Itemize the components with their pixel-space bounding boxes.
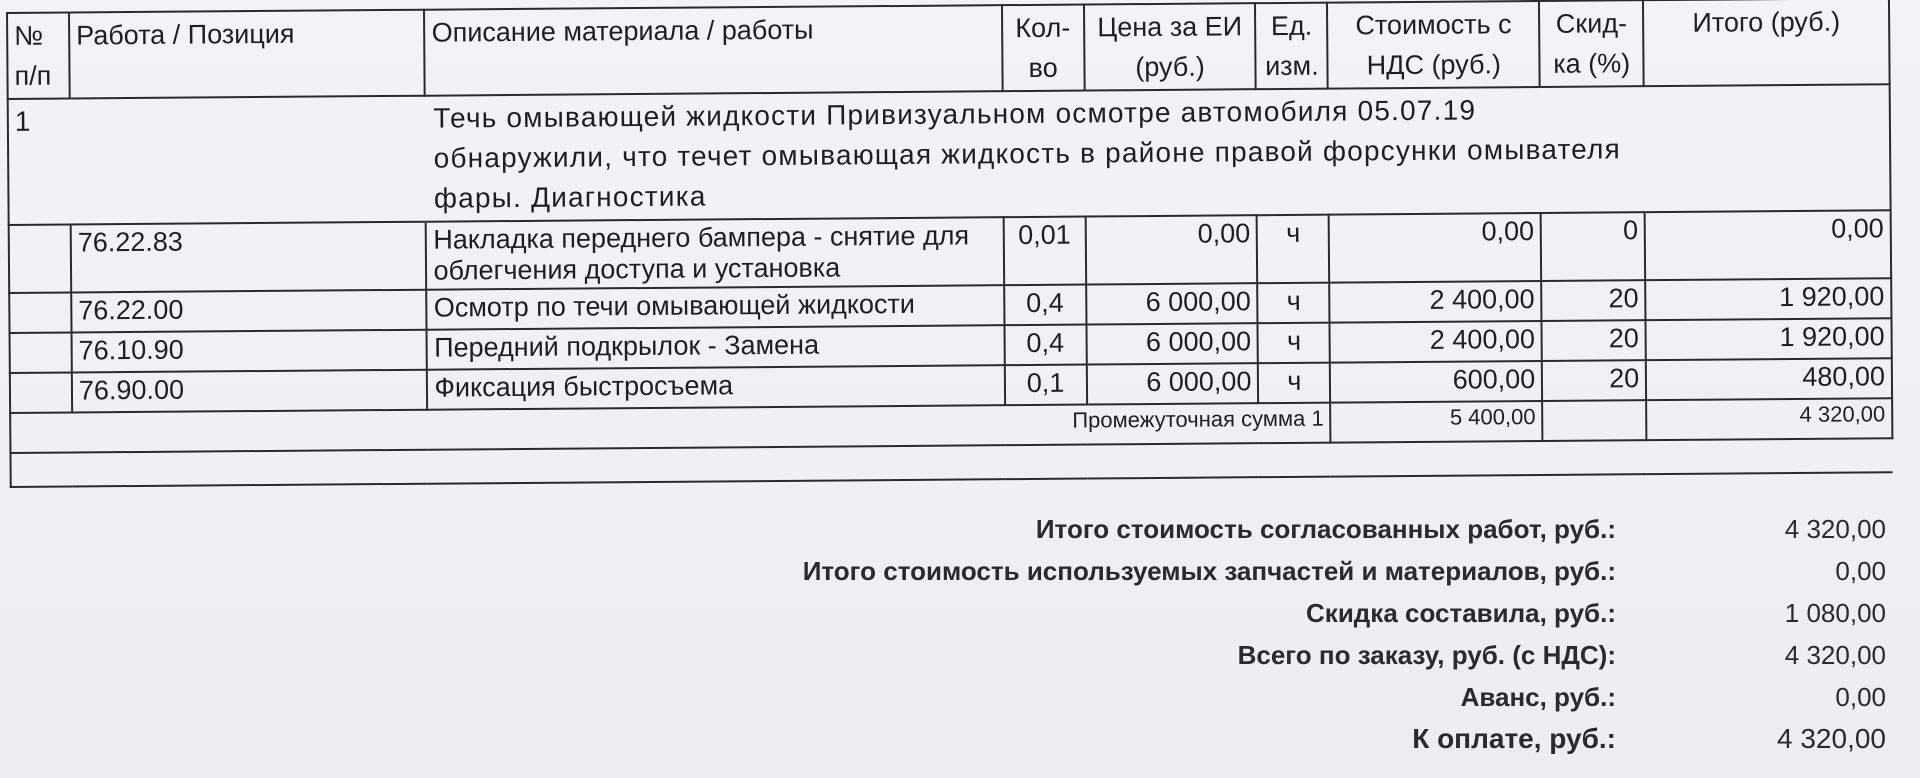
total-label: Итого стоимость используемых запчастей и материалов, руб.: [802,555,1616,586]
header-discount: Скид-ка (%) [1539,0,1644,87]
row-cost: 0,00 [1329,213,1541,283]
row-qty: 0,4 [1004,325,1086,366]
section-row [8,84,1891,225]
row-qty: 0,1 [1004,365,1086,406]
row-total: 0,00 [1645,210,1891,280]
total-label: Всего по заказу, руб. (с НДС): [1237,639,1616,670]
total-label: Скидка составила, руб.: [1306,597,1616,628]
row-code: 76.22.00 [71,290,427,333]
total-label: К оплате, руб.: [1412,723,1616,754]
row-desc: Передний подкрылок - Замена [427,325,1004,370]
section-num: 1 [8,96,426,225]
row-unit: ч [1258,283,1330,324]
row-code: 76.22.83 [71,222,427,293]
row-code: 76.90.00 [72,370,428,413]
row-total: 1 920,00 [1646,318,1892,360]
row-num [9,224,71,292]
subtotal-label: Промежуточная сумма 1 [10,403,1331,453]
row-desc: Фиксация быстросъема [427,365,1004,410]
total-value: 1 080,00 [1784,597,1886,628]
total-value: 0,00 [1835,555,1886,586]
row-desc: Осмотр по течи омывающей жидкости [427,285,1004,330]
header-row [7,0,1890,99]
row-num [9,292,71,332]
total-agreed-works [486,508,1886,550]
row-price: 6 000,00 [1086,283,1258,324]
header-unit: Ед. изм. [1255,3,1328,90]
header-cost: Стоимость с НДС (руб.) [1327,1,1540,89]
header-work: Работа / Позиция [69,10,425,99]
section-title: Течь омывающей жидкости Привизуальном осмотре автомобиля 05.07.19 обнаружили, что течет омывающая жидкость в районе правой форсунки омывателя фары. Диагностика [425,86,1645,222]
row-unit: ч [1258,323,1330,364]
subtotal-cost: 5 400,00 [1331,401,1543,443]
row-total: 480,00 [1646,358,1892,400]
section-empty [1644,84,1891,212]
total-value: 4 320,00 [1784,513,1886,544]
row-discount: 20 [1542,320,1646,361]
header-qty: Кол-во [1002,5,1085,92]
header-total: Итого (руб.) [1643,0,1889,86]
row-unit: ч [1257,215,1330,284]
subtotal-discount [1542,400,1646,441]
total-discount [486,592,1886,634]
row-price: 6 000,00 [1086,363,1258,404]
row-qty: 0,01 [1003,217,1086,286]
invoice-table [6,0,1894,488]
total-advance [486,676,1886,718]
total-label: Аванс, руб.: [1460,681,1616,712]
row-code: 76.10.90 [71,330,427,373]
total-order [486,634,1886,676]
total-to-pay [486,718,1886,760]
row-cost: 600,00 [1330,361,1542,403]
total-parts-materials [486,550,1886,592]
header-num: № п/п [7,13,70,99]
totals-block [486,508,1886,760]
total-value: 0,00 [1835,681,1886,712]
total-value: 4 320,00 [1784,639,1886,670]
row-price: 0,00 [1085,215,1257,284]
row-discount: 20 [1542,360,1646,401]
total-value: 4 320,00 [1777,723,1886,754]
row-discount: 0 [1541,212,1645,281]
row-discount: 20 [1541,280,1645,321]
row-cost: 2 400,00 [1330,281,1542,323]
header-price: Цена за ЕИ (руб.) [1084,3,1257,90]
row-num [10,372,72,412]
row-cost: 2 400,00 [1330,321,1542,363]
row-total: 1 920,00 [1645,278,1891,320]
row-desc: Накладка переднего бампера - снятие для облегчения доступа и установка [426,217,1004,290]
subtotal-total: 4 320,00 [1646,398,1892,440]
row-num [10,332,72,372]
header-desc: Описание материала / работы [424,5,1002,96]
row-unit: ч [1258,363,1330,404]
total-label: Итого стоимость согласованных работ, руб.: [1035,513,1616,544]
row-price: 6 000,00 [1086,323,1258,364]
row-qty: 0,4 [1004,285,1086,326]
